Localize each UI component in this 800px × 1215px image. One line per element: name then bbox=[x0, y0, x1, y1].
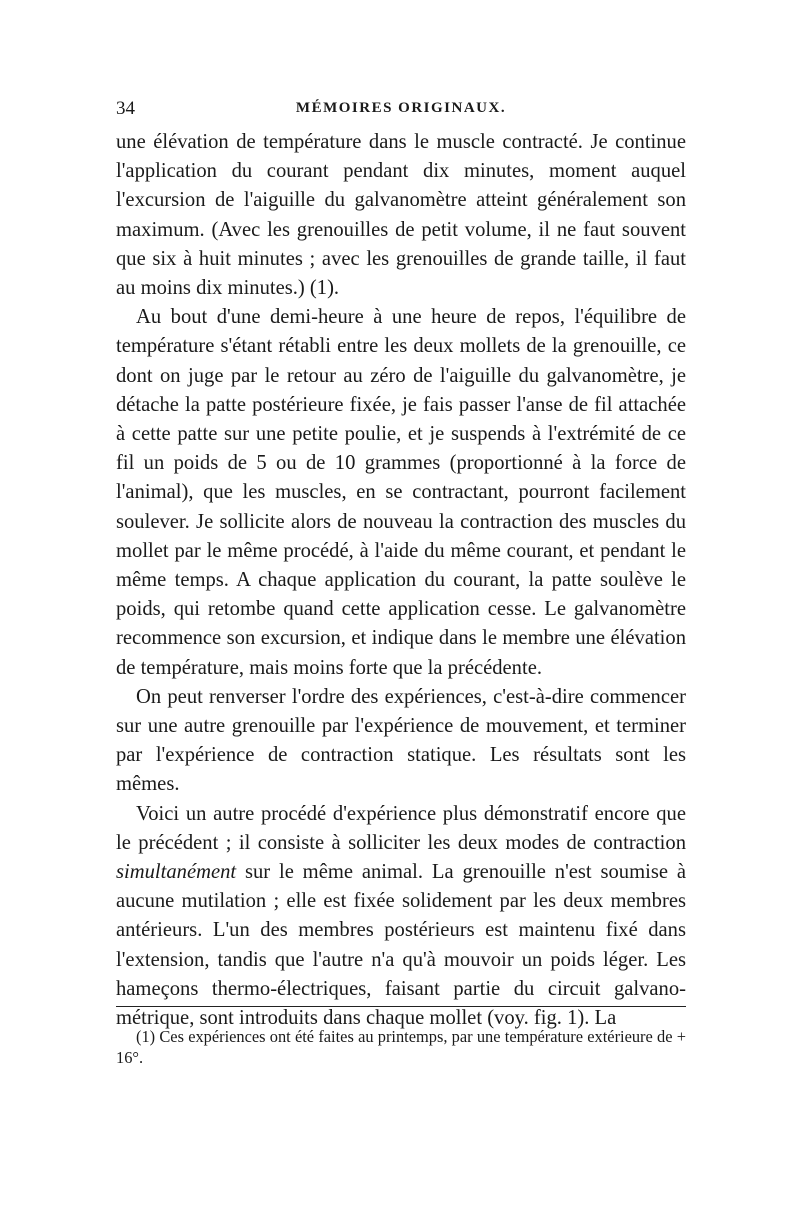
paragraph-4-end: sur le même animal. La grenouille n'est soumise à aucune mutilation ; elle est fixée solidement par les deux membres antérieurs. L'un des membres postérieurs est maintenu fixé dans l'extension, tandis que l'autre n'a qu'à mouvoir un poids léger. Les hameçons thermo-électriques, faisant partie du circuit galvano-métrique, sont introduits dans chaque mollet (voy. fig. 1). La bbox=[116, 861, 686, 1030]
page-header bbox=[116, 98, 686, 126]
paragraph-4-start: Voici un autre procédé d'expérience plus démonstratif encore que le précédent ; il consiste à solliciter les deux modes de contraction bbox=[116, 802, 686, 854]
paragraph-3: On peut renverser l'ordre des expériences, c'est-à-dire commencer sur une autre grenouille par l'expérience de mouvement, et terminer par l'expérience de contraction statique. Les résultats sont les mêmes. bbox=[116, 685, 686, 796]
footnote-text: (1) Ces expériences ont été faites au printemps, par une température extérieure de + 16°. bbox=[116, 1027, 686, 1067]
page-number: 34 bbox=[116, 98, 135, 119]
body-text bbox=[116, 128, 686, 1033]
footnote-divider bbox=[116, 1006, 686, 1007]
paragraph-2: Au bout d'une demi-heure à une heure de repos, l'équilibre de température s'étant rétabli entre les deux mollets de la grenouille, ce dont on juge par le retour au zéro de l'aiguille du galvanomètre, je détache la patte postérieure fixée, je fais passer l'anse de fil attachée à cette patte sur une petite poulie, et je suspends à l'extrémité de ce fil un poids de 5 ou de 10 grammes (proportionné à la force de l'animal), que les muscles, en se contractant, pourront facilement soulever. Je sollicite alors de nouveau la contraction des muscles du mollet par le même procédé, à l'aide du même courant, et pendant le même temps. A chaque application du courant, la patte soulève le poids, qui retombe quand cette application cesse. Le galvanomètre recommence son excursion, et indique dans le membre une élévation de température, mais moins forte que la précédente. bbox=[116, 306, 686, 679]
paragraph-4-emphasis: simultanément bbox=[116, 861, 237, 884]
running-head: MÉMOIRES ORIGINAUX. bbox=[295, 100, 507, 116]
footnote bbox=[116, 1026, 686, 1068]
paragraph-4 bbox=[116, 800, 686, 1034]
paragraph-1: une élévation de température dans le muscle contracté. Je continue l'application du courant pendant dix minutes, moment auquel l'excursion de l'aiguille du galvanomètre atteint généralement son maximum. (Avec les grenouilles de petit volume, il ne faut souvent que six à huit minutes ; avec les grenouilles de grande taille, il faut au moins dix minutes.) (1). bbox=[116, 131, 686, 300]
